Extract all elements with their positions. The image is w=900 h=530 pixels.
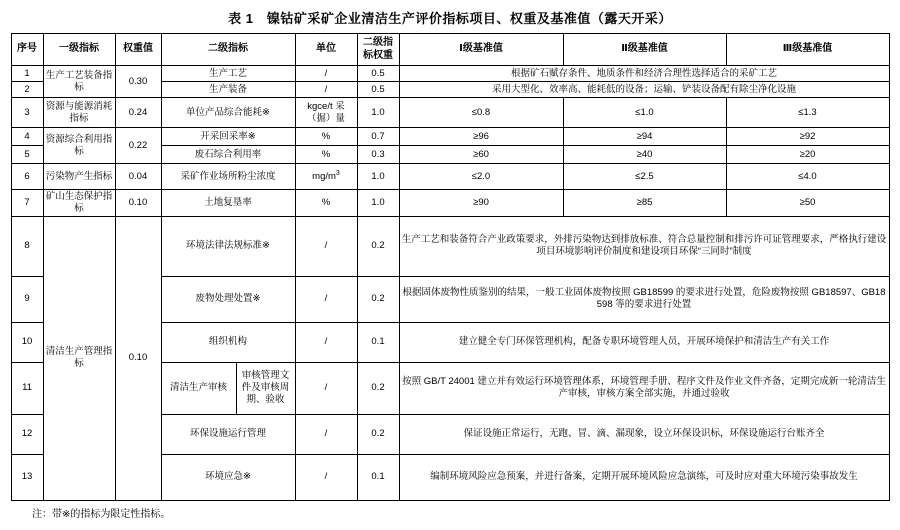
header-index: 序号 [11, 34, 43, 66]
row-index: 4 [11, 128, 43, 146]
unit-cell: kgce/t 采（掘）量 [295, 98, 357, 128]
table-row [11, 98, 889, 128]
standard-level3: ≥92 [726, 128, 889, 146]
header-weight: 权重值 [115, 34, 161, 66]
standard-level2: ≥85 [563, 190, 726, 217]
row-index: 1 [11, 66, 43, 82]
level1-indicator: 清洁生产管理指标 [43, 216, 115, 500]
level2-weight: 1.0 [357, 190, 399, 217]
header-std3: Ⅲ级基准值 [726, 34, 889, 66]
row-index: 13 [11, 454, 43, 500]
level1-weight: 0.10 [115, 190, 161, 217]
row-index: 12 [11, 414, 43, 454]
level1-weight: 0.10 [115, 216, 161, 500]
level2-weight: 0.5 [357, 66, 399, 82]
unit-cell: / [295, 276, 357, 322]
standard-merged: 采用大型化、效率高、能耗低的设备；运输、铲装设备配有除尘净化设施 [399, 82, 889, 98]
level1-indicator: 资源与能源消耗指标 [43, 98, 115, 128]
level2-indicator: 废物处理处置※ [161, 276, 295, 322]
unit-cell: $mg/m^3$ [295, 164, 357, 190]
level1-indicator: 生产工艺装备指标 [43, 66, 115, 98]
row-index: 2 [11, 82, 43, 98]
level1-indicator: 矿山生态保护指标 [43, 190, 115, 217]
table-row [11, 216, 889, 276]
standard-level1: ≥96 [399, 128, 563, 146]
level2-weight: 0.2 [357, 216, 399, 276]
level2-indicator: 清洁生产审核 [161, 362, 236, 414]
level2-indicator: 开采回采率※ [161, 128, 295, 146]
row-index: 5 [11, 146, 43, 164]
level1-weight: 0.30 [115, 66, 161, 98]
level2-weight: 1.0 [357, 98, 399, 128]
table-body [11, 66, 889, 501]
standard-level2: ≥94 [563, 128, 726, 146]
table-row [11, 190, 889, 217]
standard-merged: 根据矿石赋存条件、地质条件和经济合理性选择适合的采矿工艺 [399, 66, 889, 82]
level2-indicator: 组织机构 [161, 322, 295, 362]
standard-merged: 保证设施正常运行，无跑、冒、滴、漏现象，设立环保设识标，环保设施运行台账齐全 [399, 414, 889, 454]
unit-cell: / [295, 362, 357, 414]
level2-weight: 0.5 [357, 82, 399, 98]
standard-level2: ≥40 [563, 146, 726, 164]
level2-weight: 1.0 [357, 164, 399, 190]
table-row [11, 128, 889, 146]
unit-cell: % [295, 128, 357, 146]
unit-cell: / [295, 454, 357, 500]
header-unit: 单位 [295, 34, 357, 66]
header-std1: Ⅰ级基准值 [399, 34, 563, 66]
level2-weight: 0.2 [357, 362, 399, 414]
evaluation-index-table [11, 33, 890, 501]
standard-merged: 按照 GB/T 24001 建立并有效运行环境管理体系，环境管理手册、程序文件及作业文件齐备，定期完成新一轮清洁生产审核，审核方案全部实施，并通过验收 [399, 362, 889, 414]
level1-indicator: 资源综合利用指标 [43, 128, 115, 164]
row-index: 9 [11, 276, 43, 322]
unit-cell: / [295, 82, 357, 98]
level1-weight: 0.24 [115, 98, 161, 128]
standard-level1: ≤2.0 [399, 164, 563, 190]
level1-weight: 0.22 [115, 128, 161, 164]
row-index: 3 [11, 98, 43, 128]
header-level2-weight: 二级指标权重 [357, 34, 399, 66]
level2-indicator: 生产工艺 [161, 66, 295, 82]
level2-indicator: 生产装备 [161, 82, 295, 98]
standard-level3: ≥20 [726, 146, 889, 164]
table-row [11, 66, 889, 82]
level2-weight: 0.1 [357, 454, 399, 500]
standard-level1: ≥90 [399, 190, 563, 217]
standard-level2: ≤2.5 [563, 164, 726, 190]
level1-indicator: 污染物产生指标 [43, 164, 115, 190]
standard-level3: ≤4.0 [726, 164, 889, 190]
level2-weight: 0.2 [357, 414, 399, 454]
row-index: 6 [11, 164, 43, 190]
level2-indicator: 环保设施运行管理 [161, 414, 295, 454]
header-level2: 二级指标 [161, 34, 295, 66]
standard-level1: ≥60 [399, 146, 563, 164]
level2-indicator: 环境应急※ [161, 454, 295, 500]
row-index: 10 [11, 322, 43, 362]
level2-indicator: 采矿作业场所粉尘浓度 [161, 164, 295, 190]
level2-weight: 0.1 [357, 322, 399, 362]
unit-cell: / [295, 216, 357, 276]
level2-indicator: 废石综合利用率 [161, 146, 295, 164]
row-index: 8 [11, 216, 43, 276]
standard-level3: ≤1.3 [726, 98, 889, 128]
unit-cell: % [295, 190, 357, 217]
level2-weight: 0.7 [357, 128, 399, 146]
level2-indicator: 单位产品综合能耗※ [161, 98, 295, 128]
level2-weight: 0.3 [357, 146, 399, 164]
table-note: 注：带※的指标为限定性指标。 [32, 508, 171, 520]
table-header-row [11, 34, 889, 66]
standard-level3: ≥50 [726, 190, 889, 217]
standard-merged: 生产工艺和装备符合产业政策要求，外排污染物达到排放标准、符合总量控制和排污许可证管理要求，严格执行建设项目环境影响评价制度和建设项目环保“三同时”制度 [399, 216, 889, 276]
standard-level2: ≤1.0 [563, 98, 726, 128]
standard-level1: ≤0.8 [399, 98, 563, 128]
unit-cell: / [295, 322, 357, 362]
standard-merged: 编制环境风险应急预案，并进行备案，定期开展环境风险应急演练，可及时应对重大环境污染事故发生 [399, 454, 889, 500]
row-index: 7 [11, 190, 43, 217]
table-row [11, 164, 889, 190]
unit-cell: % [295, 146, 357, 164]
level2-weight: 0.2 [357, 276, 399, 322]
header-level1: 一级指标 [43, 34, 115, 66]
level2-sub-indicator: 审核管理文件及审核周期、验收 [236, 362, 295, 414]
row-index: 11 [11, 362, 43, 414]
level2-indicator: 环境法律法规标准※ [161, 216, 295, 276]
page-title: 表 1 镍钴矿采矿企业清洁生产评价指标项目、权重及基准值（露天开采） [228, 11, 672, 26]
level2-indicator: 土地复垦率 [161, 190, 295, 217]
header-std2: Ⅱ级基准值 [563, 34, 726, 66]
level1-weight: 0.04 [115, 164, 161, 190]
unit-cell: / [295, 414, 357, 454]
standard-merged: 建立健全专门环保管理机构，配备专职环境管理人员，开展环境保护和清洁生产有关工作 [399, 322, 889, 362]
standard-merged: 根据固体废物性质鉴别的结果，一般工业固体废物按照 GB18599 的要求进行处置，危险废物按照 GB18597、GB18598 等的要求进行处置 [399, 276, 889, 322]
unit-cell: / [295, 66, 357, 82]
